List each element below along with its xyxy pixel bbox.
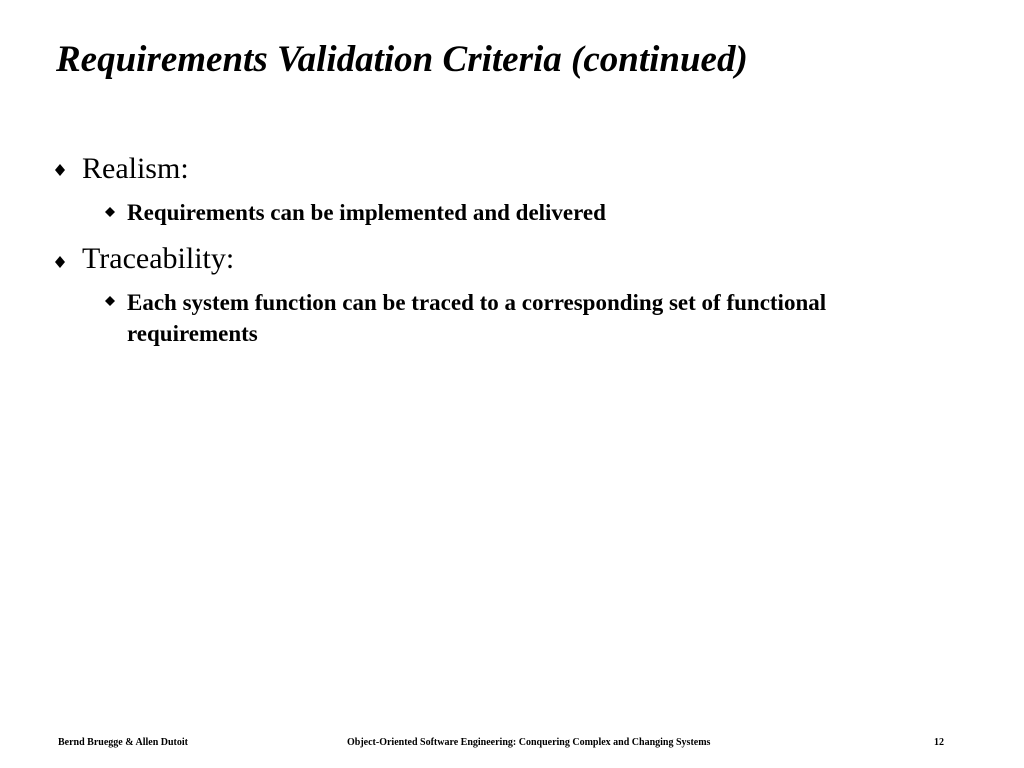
- bullet-realism: Realism:: [82, 152, 189, 185]
- footer-page-number: 12: [934, 737, 944, 748]
- footer-book-title: Object-Oriented Software Engineering: Conquering Complex and Changing Systems: [347, 737, 711, 748]
- small-diamond-icon: [104, 206, 116, 218]
- diamond-icon: [53, 255, 67, 269]
- slide-title: Requirements Validation Criteria (continued): [56, 39, 748, 80]
- small-diamond-icon: [104, 295, 116, 307]
- sub-bullet-traceability: Each system function can be traced to a corresponding set of functional requirements: [127, 290, 827, 346]
- footer-authors: Bernd Bruegge & Allen Dutoit: [58, 737, 188, 748]
- diamond-icon: [53, 163, 67, 177]
- sub-bullet-realism: Requirements can be implemented and delivered: [127, 200, 606, 225]
- bullet-traceability: Traceability:: [82, 242, 235, 275]
